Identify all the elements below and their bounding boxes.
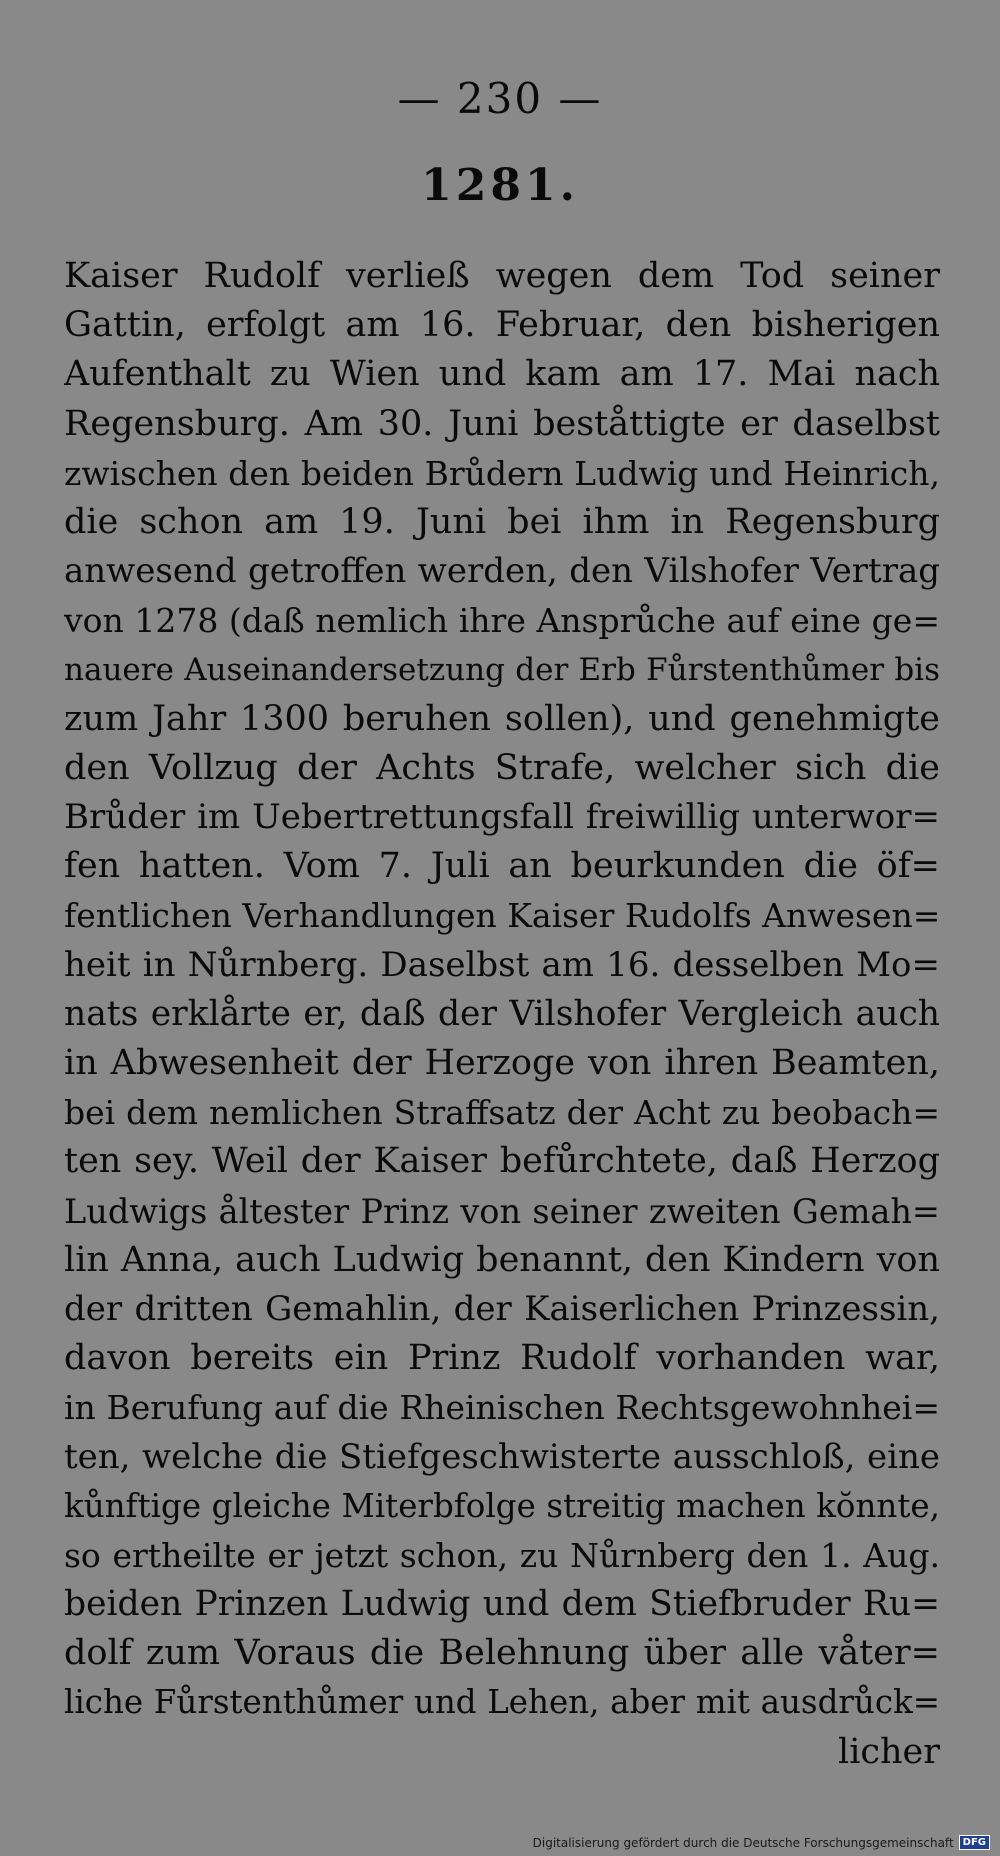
- year-heading: 1281.: [421, 160, 579, 211]
- text-line: ten sey. Weil der Kaiser befůrchtete, daß Herzog: [64, 1141, 940, 1182]
- text-line: nauere Auseinandersetzung der Erb Fůrstenthůmer bis: [64, 651, 940, 688]
- digitization-footer: [533, 1835, 990, 1850]
- text-line: von 1278 (daß nemlich ihre Ansprůche auf eine ge=: [64, 601, 940, 641]
- text-line: in Berufung auf die Rheinischen Rechtsgewohnhei=: [64, 1388, 940, 1428]
- text-line: nats erklårte er, daß der Vilshofer Vergleich auch: [64, 993, 940, 1034]
- body-text: [64, 252, 940, 1777]
- text-line: fentlichen Verhandlungen Kaiser Rudolfs Anwesen=: [64, 896, 940, 936]
- text-line: Aufenthalt zu Wien und kam am 17. Mai nach: [64, 354, 940, 395]
- text-line: davon bereits ein Prinz Rudolf vorhanden war,: [64, 1338, 940, 1379]
- text-line: Kaiser Rudolf verließ wegen dem Tod seiner: [64, 256, 940, 296]
- footer-text: Digitalisierung gefördert durch die Deutsche Forschungsgemeinschaft: [532, 1835, 954, 1850]
- text-line: die schon am 19. Juni bei ihm in Regensburg: [64, 501, 940, 542]
- catchword: licher: [838, 1731, 940, 1772]
- text-line: fen hatten. Vom 7. Juli an beurkunden die öf=: [64, 846, 940, 887]
- text-line: zum Jahr 1300 beruhen sollen), und genehmigte: [64, 698, 940, 739]
- text-line: bei dem nemlichen Straffsatz der Acht zu beobach=: [64, 1093, 940, 1133]
- text-line: liche Fůrstenthůmer und Lehen, aber mit ausdrůck=: [64, 1683, 940, 1722]
- text-line: so ertheilte er jetzt schon, zu Nůrnberg den 1. Aug.: [64, 1535, 940, 1575]
- text-line: lin Anna, auch Ludwig benannt, den Kindern von: [64, 1239, 940, 1280]
- dfg-logo: DFG: [959, 1835, 990, 1850]
- text-line: Gattin, erfolgt am 16. Februar, den bisherigen: [64, 305, 940, 346]
- text-line: der dritten Gemahlin, der Kaiserlichen Prinzessin,: [64, 1288, 940, 1329]
- text-line: heit in Nůrnberg. Daselbst am 16. desselben Mo=: [64, 944, 940, 985]
- text-line: anwesend getroffen werden, den Vilshofer Vertrag: [64, 551, 940, 592]
- text-line: ten, welche die Stiefgeschwisterte ausschloß, eine: [64, 1436, 940, 1477]
- text-line: dolf zum Voraus die Belehnung über alle våter=: [64, 1633, 940, 1674]
- text-line: Ludwigs åltester Prinz von seiner zweiten Gemah=: [64, 1191, 940, 1231]
- text-line: den Vollzug der Achts Strafe, welcher sich die: [64, 747, 940, 788]
- text-line: beiden Prinzen Ludwig und dem Stiefbruder Ru=: [64, 1584, 940, 1625]
- text-line: zwischen den beiden Brůdern Ludwig und Heinrich,: [64, 453, 940, 493]
- text-line: Regensburg. Am 30. Juni beståttigte er daselbst: [64, 403, 940, 444]
- text-line: in Abwesenheit der Herzoge von ihren Beamten,: [64, 1043, 940, 1083]
- text-line: kůnftige gleiche Miterbfolge streitig machen kŏnnte,: [64, 1486, 940, 1525]
- text-line: Brůder im Uebertrettungsfall freiwillig unterwor=: [64, 797, 940, 838]
- page-number: — 230 —: [397, 74, 603, 123]
